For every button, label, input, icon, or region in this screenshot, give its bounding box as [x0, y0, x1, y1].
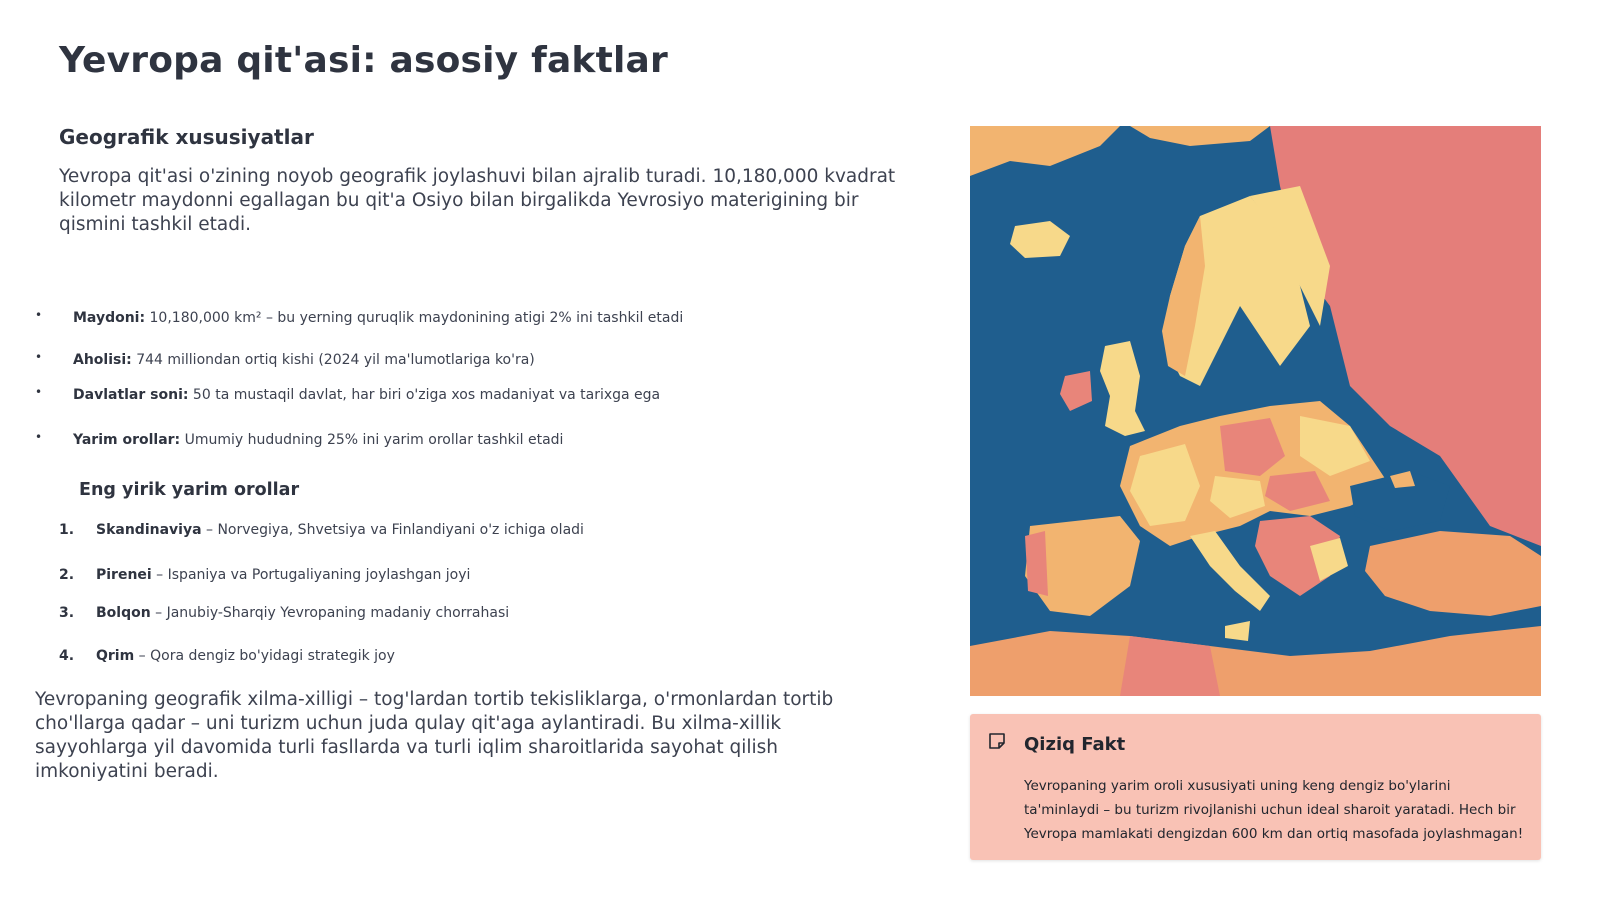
peninsula-text: – Ispaniya va Portugaliyaning joylashgan joyi — [151, 567, 471, 583]
list-number: 2. — [59, 567, 75, 583]
peninsula-name: Pirenei — [96, 567, 152, 583]
fact-label: Maydoni: — [73, 310, 146, 326]
fact-label: Davlatlar soni: — [73, 387, 189, 403]
intro-paragraph: Yevropa qit'asi o'zining noyob geografik joylashuvi bilan ajralib turadi. 10,180,000 kvadrat kilometr maydonni egallagan bu qit'a Osiyo bilan birgalikda Yevrosiyo materigining bir qismini tashkil etadi. — [59, 166, 896, 235]
peninsulas-heading: Eng yirik yarim orollar — [79, 480, 300, 500]
list-number: 4. — [59, 648, 75, 664]
fact-text: Umumiy hududning 25% ini yarim orollar tashkil etadi — [180, 432, 564, 448]
note-icon — [988, 732, 1006, 750]
europe-map-image — [970, 126, 1541, 696]
bullet-icon: • — [35, 385, 43, 399]
bullet-icon: • — [35, 430, 43, 444]
europe-map-illustration — [970, 126, 1541, 696]
fact-text: 744 milliondan ortiq kishi (2024 yil ma'lumotlariga ko'ra) — [131, 352, 535, 368]
peninsula-text: – Qora dengiz bo'yidagi strategik joy — [134, 648, 395, 664]
bullet-icon: • — [35, 308, 43, 322]
list-number: 3. — [59, 605, 75, 621]
fun-fact-title: Qiziq Fakt — [1024, 734, 1126, 755]
bullet-icon: • — [35, 350, 43, 364]
fun-fact-card — [970, 714, 1541, 860]
fact-label: Yarim orollar: — [73, 432, 181, 448]
fact-text: 50 ta mustaqil davlat, har biri o'ziga xos madaniyat va tarixga ega — [188, 387, 661, 403]
section-heading: Geografik xususiyatlar — [59, 125, 314, 149]
peninsula-text: – Norvegiya, Shvetsiya va Finlandiyani o'z ichiga oladi — [201, 522, 584, 538]
list-number: 1. — [59, 522, 75, 538]
page-title: Yevropa qit'asi: asosiy faktlar — [59, 40, 668, 81]
peninsula-name: Qrim — [96, 648, 135, 664]
closing-paragraph: Yevropaning geografik xilma-xilligi – tog'lardan tortib tekisliklarga, o'rmonlardan tortib cho'llarga qadar – uni turizm uchun juda qulay qit'aga aylantiradi. Bu xilma-xillik sayyohlarga yil davomida turli fasllarda va turli iqlim sharoitlarida sayohat qilish imkoniyatini beradi. — [35, 689, 834, 782]
fun-fact-text: Yevropaning yarim oroli xususiyati uning keng dengiz bo'ylarini ta'minlaydi – bu turizm rivojlanishi uchun ideal sharoit yaratadi. Hech bir Yevropa mamlakati dengizdan 600 km dan ortiq masofada joylashmagan! — [1024, 778, 1524, 842]
peninsula-name: Bolqon — [96, 605, 151, 621]
peninsula-name: Skandinaviya — [96, 522, 202, 538]
fact-text: 10,180,000 km² – bu yerning quruqlik maydonining atigi 2% ini tashkil etadi — [145, 310, 684, 326]
peninsula-text: – Janubiy-Sharqiy Yevropaning madaniy chorrahasi — [150, 605, 510, 621]
fact-label: Aholisi: — [73, 352, 132, 368]
